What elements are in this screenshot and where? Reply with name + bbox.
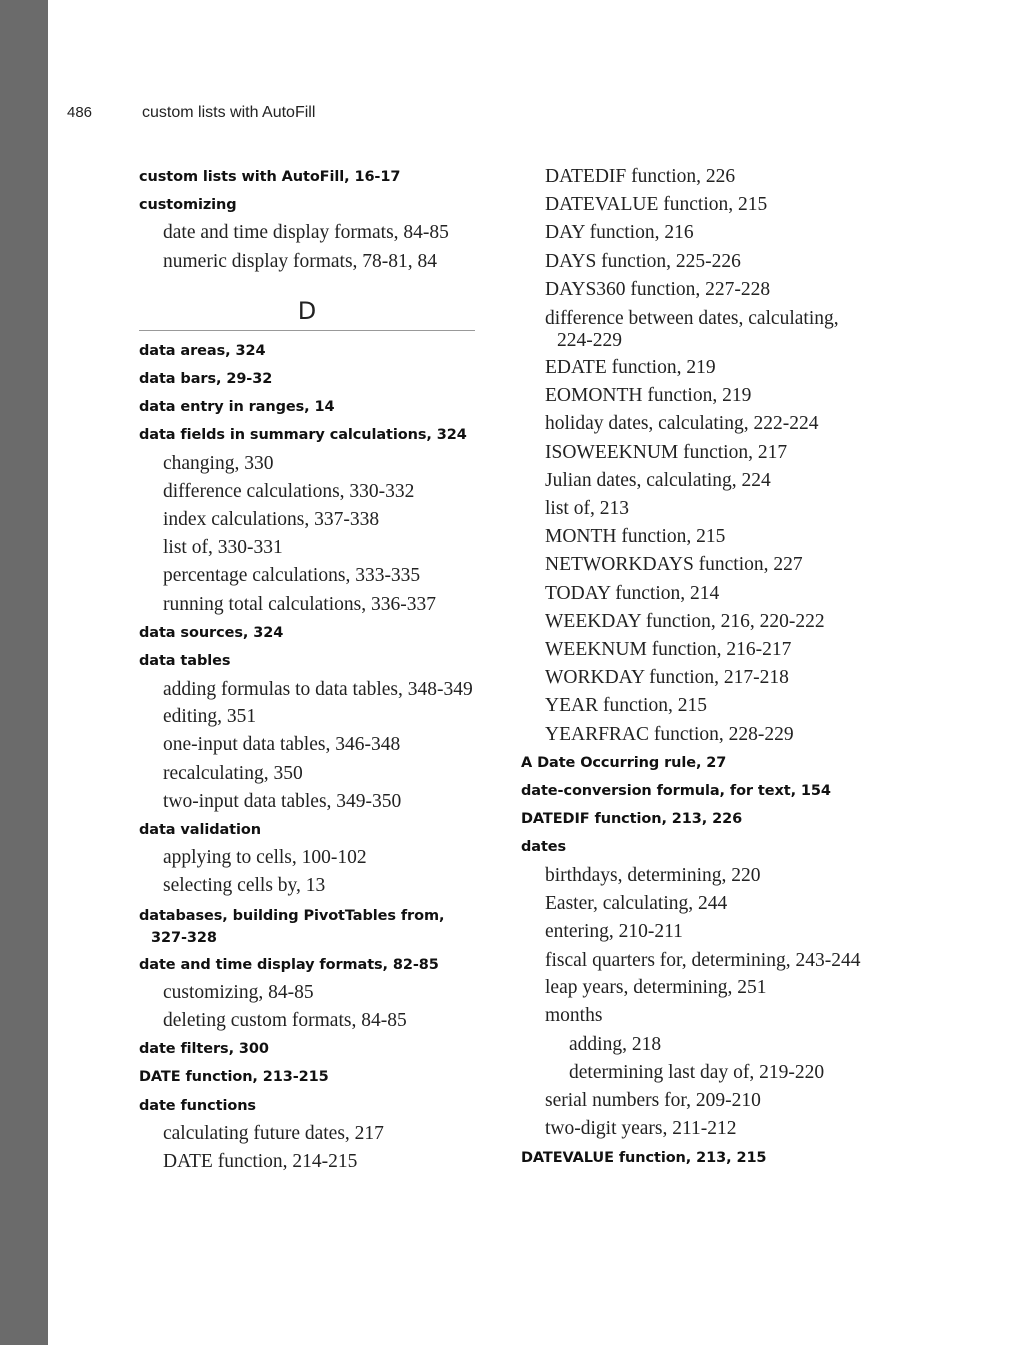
index-entry-sub: difference between dates, calculating, 224-229 xyxy=(545,308,839,352)
index-entry-sub: running total calculations, 336-337 xyxy=(163,593,436,615)
index-entry-sub: one-input data tables, 346-348 xyxy=(163,734,401,756)
index-entry-sub: entering, 210-211 xyxy=(545,921,683,943)
index-entry-sub: changing, 330 xyxy=(163,452,274,474)
index-entry-sub: TODAY function, 214 xyxy=(545,582,720,604)
index-entry-main: data areas, 324 xyxy=(139,342,266,359)
page-number: 486 xyxy=(67,104,93,121)
index-entry-sub: two-input data tables, 349-350 xyxy=(163,790,402,812)
index-entry-sub: EDATE function, 219 xyxy=(545,357,716,379)
index-entry-sub: deleting custom formats, 84-85 xyxy=(163,1010,407,1032)
section-letter-heading: D xyxy=(297,296,317,325)
running-head: custom lists with AutoFill xyxy=(142,104,316,121)
index-entry-main: data fields in summary calculations, 324 xyxy=(139,427,467,444)
index-entry-sub: DAYS360 function, 227-228 xyxy=(545,278,771,300)
index-entry-sub: WORKDAY function, 217-218 xyxy=(545,667,789,689)
index-entry-sub: recalculating, 350 xyxy=(163,762,303,784)
index-entry-sub: two-digit years, 211-212 xyxy=(545,1118,737,1140)
index-entry-sub: MONTH function, 215 xyxy=(545,526,726,548)
index-entry-sub: date and time display formats, 84-85 xyxy=(163,222,449,244)
index-entry-sub: list of, 330-331 xyxy=(163,537,283,559)
index-entry-sub: editing, 351 xyxy=(163,706,257,728)
index-entry-main: custom lists with AutoFill, 16-17 xyxy=(139,169,401,185)
index-entry-sub: DATEDIF function, 226 xyxy=(545,166,736,187)
index-entry-sub: DAYS function, 225-226 xyxy=(545,250,741,272)
index-entry-sub: ISOWEEKNUM function, 217 xyxy=(545,441,788,463)
index-entry-main: data bars, 29-32 xyxy=(139,371,273,388)
index-entry-main: DATEDIF function, 213, 226 xyxy=(521,811,743,828)
index-entry-sub: EOMONTH function, 219 xyxy=(545,385,752,407)
index-entry-sub: fiscal quarters for, determining, 243-244 xyxy=(545,950,861,972)
index-entry-sub: DAY function, 216 xyxy=(545,222,694,244)
index-entry-sub: DATE function, 214-215 xyxy=(163,1151,358,1173)
index-entry-main: data tables xyxy=(139,653,231,670)
index-entry-sub: YEAR function, 215 xyxy=(545,695,707,717)
index-entry-sub: holiday dates, calculating, 222-224 xyxy=(545,413,819,435)
index-entries-d-continued xyxy=(521,163,861,1172)
index-entry-sub: serial numbers for, 209-210 xyxy=(545,1090,761,1112)
index-entry-sub: DATEVALUE function, 215 xyxy=(545,194,768,216)
index-entry-subsub: determining last day of, 219-220 xyxy=(569,1061,825,1083)
index-entry-main: A Date Occurring rule, 27 xyxy=(521,754,727,771)
index-entry-sub: WEEKDAY function, 216, 220-222 xyxy=(545,610,825,632)
index-entry-sub: Easter, calculating, 244 xyxy=(545,892,728,914)
index-entry-main: databases, building PivotTables from, 327-328 xyxy=(139,907,445,946)
index-entry-sub: WEEKNUM function, 216-217 xyxy=(545,639,792,661)
index-entry-sub: YEARFRAC function, 228-229 xyxy=(545,723,794,745)
index-entry-main: date functions xyxy=(139,1097,256,1114)
index-entry-sub: list of, 213 xyxy=(545,498,629,520)
index-entry-main: date-conversion formula, for text, 154 xyxy=(521,783,831,800)
index-entries-d xyxy=(139,337,479,1176)
index-entry-subsub: adding, 218 xyxy=(569,1033,662,1055)
index-entry-main: data validation xyxy=(139,822,261,839)
section-divider xyxy=(139,330,475,331)
index-entry-sub: months xyxy=(545,1005,603,1027)
index-entry-sub: selecting cells by, 13 xyxy=(163,875,326,897)
index-entries-c xyxy=(139,163,479,276)
index-entry-main: DATE function, 213-215 xyxy=(139,1069,329,1086)
index-entry-main: date filters, 300 xyxy=(139,1041,269,1058)
index-entry-sub: percentage calculations, 333-335 xyxy=(163,565,421,587)
book-spine-edge xyxy=(0,0,48,1345)
index-entry-sub: birthdays, determining, 220 xyxy=(545,864,761,886)
index-entry-sub: customizing, 84-85 xyxy=(163,981,314,1003)
index-entry-main: DATEVALUE function, 213, 215 xyxy=(521,1149,767,1166)
index-entry-main: data sources, 324 xyxy=(139,624,284,641)
index-entry-sub: difference calculations, 330-332 xyxy=(163,480,415,502)
index-column-left xyxy=(139,163,479,1176)
index-entry-main: customizing xyxy=(139,197,237,214)
index-entry-sub: Julian dates, calculating, 224 xyxy=(545,469,771,491)
index-entry-sub: leap years, determining, 251 xyxy=(545,977,767,999)
index-entry-sub: index calculations, 337-338 xyxy=(163,509,380,531)
index-entry-main: dates xyxy=(521,839,567,856)
index-column-right xyxy=(521,163,861,1172)
index-entry-main: date and time display formats, 82-85 xyxy=(139,956,439,973)
index-entry-sub: calculating future dates, 217 xyxy=(163,1122,384,1144)
index-entry-sub: NETWORKDAYS function, 227 xyxy=(545,554,803,576)
index-entry-sub: applying to cells, 100-102 xyxy=(163,847,367,869)
index-entry-sub: numeric display formats, 78-81, 84 xyxy=(163,250,438,272)
index-entry-sub: adding formulas to data tables, 348-349 xyxy=(163,679,473,701)
index-entry-main: data entry in ranges, 14 xyxy=(139,399,335,416)
